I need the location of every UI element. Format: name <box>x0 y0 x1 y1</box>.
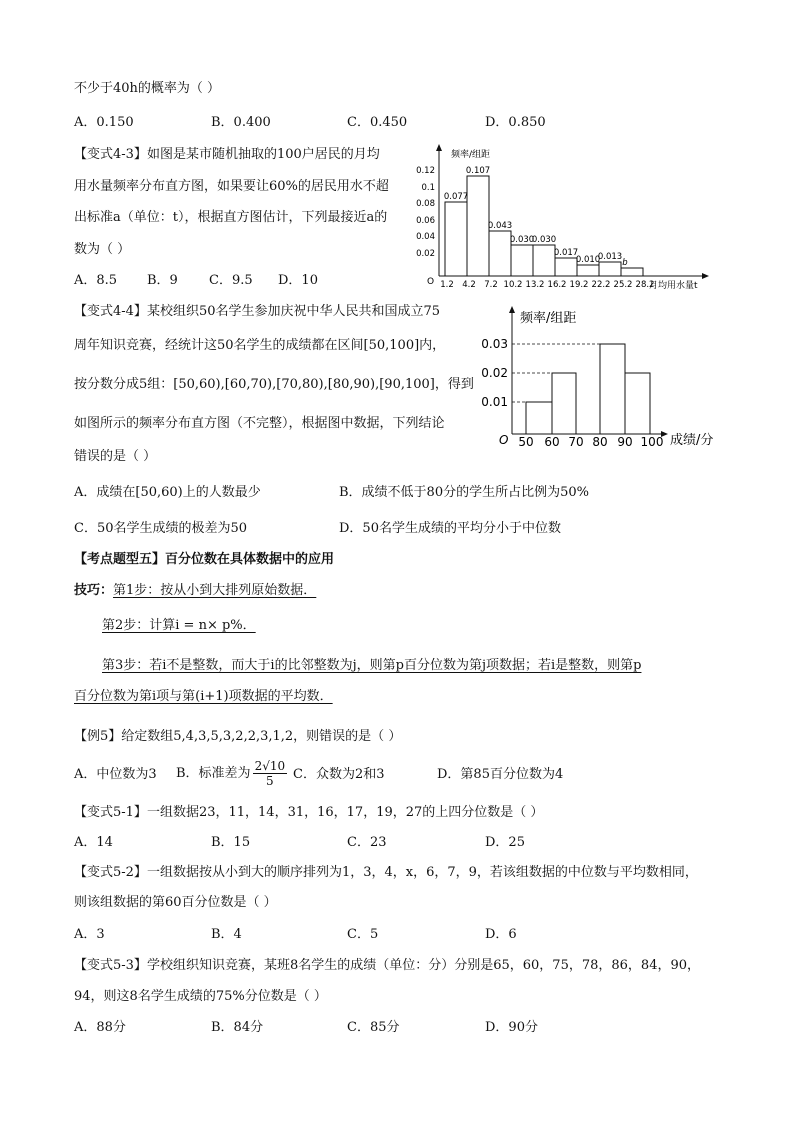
variant-5-3-line-2: 94，则这8名学生成绩的75%分位数是（ ） <box>74 989 327 1004</box>
option-a: A．14 <box>74 835 113 850</box>
y-tick: 0.1 <box>421 183 435 193</box>
y-axis-label: 频率/组距 <box>520 311 577 326</box>
bar-label: 0.030 <box>531 235 557 245</box>
bar <box>599 262 621 276</box>
option-a: A．成绩在[50,60)上的人数最少 <box>74 485 261 500</box>
option-d: D．25 <box>485 835 525 850</box>
variant-4-4-line-2: 周年知识竞赛，经统计这50名学生的成绩都在区间[50,100]内， <box>74 338 446 353</box>
option-c: C．50名学生成绩的极差为50 <box>74 521 248 536</box>
variant-label: 【变式5-1】 <box>74 805 147 820</box>
option-b: B．成绩不低于80分的学生所占比例为50% <box>339 485 589 500</box>
variant-4-3-line-3: 出标准a（单位：t），根据直方图估计，下列最接近a的 <box>74 210 388 225</box>
bar <box>621 268 643 276</box>
variant-label: 【变式4-3】 <box>74 147 147 162</box>
x-tick: 22.2 <box>591 280 611 290</box>
example-label: 【例5】 <box>74 729 122 744</box>
y-tick: 0.02 <box>481 366 508 380</box>
bar <box>555 258 577 276</box>
example-5: 【例5】给定数组5,4,3,5,3,2,2,3,1,2，则错误的是（ ） <box>74 729 402 744</box>
bar <box>445 202 467 276</box>
y-tick: 0.12 <box>416 166 435 176</box>
option-c: C．9.5 <box>209 273 253 288</box>
x-tick: 1.2 <box>440 280 454 290</box>
option-a: A．8.5 <box>74 273 118 288</box>
option-b: B．9 <box>147 273 178 288</box>
option-d: D．6 <box>485 927 517 942</box>
y-tick: 0.08 <box>416 199 435 209</box>
y-tick: 0.04 <box>416 232 435 242</box>
bar <box>489 231 511 276</box>
bar-label: 0.043 <box>487 221 513 231</box>
origin-label: O <box>499 433 509 447</box>
bar <box>600 344 625 434</box>
x-tick: 16.2 <box>547 280 567 290</box>
x-tick: 13.2 <box>525 280 545 290</box>
x-tick: 28.2 <box>635 280 655 290</box>
bar <box>533 245 555 276</box>
option-a: A．3 <box>74 927 105 942</box>
bar <box>467 176 489 276</box>
x-tick: 50 <box>518 435 534 449</box>
option-b: B．15 <box>211 835 251 850</box>
y-tick: 0.06 <box>416 216 435 226</box>
variant-5-3-line-1: 【变式5-3】学校组织知识竞赛，某班8名学生的成绩（单位：分）分别是65，60，75，78，86，84，90， <box>74 958 701 973</box>
bar-label: 0.017 <box>553 248 579 258</box>
y-tick: 0.01 <box>481 395 508 409</box>
y-axis-label: 频率/组距 <box>451 150 491 160</box>
variant-5-2-line-2: 则该组数据的第60百分位数是（ ） <box>74 895 277 910</box>
y-tick: 0.02 <box>416 249 435 259</box>
section-title: 【考点题型五】百分位数在具体数据中的应用 <box>74 552 335 567</box>
question-tail: 不少于40h的概率为（ ） <box>74 81 221 96</box>
option-c: C．85分 <box>347 1020 400 1035</box>
tip-step-2: 第2步：计算i = n× p%． <box>102 618 256 633</box>
option-c: C．5 <box>347 927 379 942</box>
x-axis-label: 成绩/分 <box>670 433 714 448</box>
variant-4-3-line-2: 用水量频率分布直方图，如果要让60%的居民用水不超 <box>74 179 389 194</box>
variant-label: 【变式5-3】 <box>74 958 147 973</box>
x-axis-label: 月均用水量t <box>649 281 698 291</box>
bar-label: 0.013 <box>597 252 623 262</box>
option-c: C．23 <box>347 835 387 850</box>
option-a: A．0.150 <box>74 115 134 130</box>
option-a: A．中位数为3 <box>74 767 157 782</box>
bar-label: 0.030 <box>509 235 535 245</box>
bar <box>625 373 650 434</box>
bar <box>511 245 533 276</box>
bar <box>552 373 576 434</box>
x-tick: 10.2 <box>503 280 523 290</box>
bar <box>526 402 552 434</box>
x-tick: 7.2 <box>484 280 498 290</box>
variant-5-2-line-1: 【变式5-2】一组数据按从小到大的顺序排列为1，3，4，x，6，7，9，若该组数据的中位数与平均数相同， <box>74 865 698 880</box>
option-a: A．88分 <box>74 1020 126 1035</box>
tip-step-3: 第3步：若i不是整数，而大于i的比邻整数为j，则第p百分位数为第j项数据；若i是整数，则第p <box>102 658 642 673</box>
bar-label: 0.077 <box>443 192 469 202</box>
variant-4-4-line-5: 错误的是（ ） <box>74 449 157 464</box>
variant-label: 【变式5-2】 <box>74 865 147 880</box>
x-tick: 90 <box>617 435 633 449</box>
option-c: C．0.450 <box>347 115 408 130</box>
option-b: B．4 <box>211 927 242 942</box>
option-d: D．第85百分位数为4 <box>437 767 564 782</box>
x-tick: 4.2 <box>462 280 476 290</box>
bar <box>577 265 599 276</box>
x-tick: 60 <box>544 435 560 449</box>
x-tick: 80 <box>592 435 608 449</box>
x-tick: 25.2 <box>613 280 633 290</box>
option-d: D．50名学生成绩的平均分小于中位数 <box>339 521 561 536</box>
tip-step-1: 技巧：第1步：按从小到大排列原始数据． <box>74 583 317 598</box>
option-d: D．0.850 <box>485 115 546 130</box>
option-b: B．84分 <box>211 1020 264 1035</box>
option-b: B．标准差为 $\frac{2√10}{5}$ <box>176 759 286 788</box>
variant-4-4-line-1: 【变式4-4】某校组织50名学生参加庆祝中华人民共和国成立75 <box>74 304 441 319</box>
tip-step-3-cont: 百分位数为第i项与第(i+1)项数据的平均数． <box>74 689 333 704</box>
option-b: B．0.400 <box>211 115 271 130</box>
bar-label: 0.010 <box>575 255 601 265</box>
bar-label: 0.107 <box>465 166 491 176</box>
variant-4-4-line-4: 如图所示的频率分布直方图（不完整），根据图中数据，下列结论 <box>74 416 445 431</box>
bar-label: b <box>622 258 628 268</box>
option-d: D．90分 <box>485 1020 538 1035</box>
variant-4-3-line-4: 数为（ ） <box>74 242 131 257</box>
y-tick: 0.03 <box>481 337 508 351</box>
x-tick: 19.2 <box>569 280 589 290</box>
variant-label: 【变式4-4】 <box>74 304 147 319</box>
x-tick: 70 <box>568 435 584 449</box>
score-histogram <box>481 302 724 450</box>
fraction: $\frac{2√10}{5}$ <box>254 759 286 788</box>
option-c: C．众数为2和3 <box>293 767 385 782</box>
tip-label: 技巧： <box>74 583 114 598</box>
variant-5-1: 【变式5-1】一组数据23，11，14，31，16，17，19，27的上四分位数是（ ） <box>74 805 544 820</box>
x-tick: 100 <box>640 435 664 449</box>
option-d: D．10 <box>278 273 318 288</box>
origin-label: O <box>427 277 435 287</box>
variant-4-4-line-3: 按分数分成5组：[50,60),[60,70),[70,80),[80,90),[90,100]，得到 <box>74 377 474 392</box>
variant-4-3-line-1: 【变式4-3】如图是某市随机抽取的100户居民的月均 <box>74 147 380 162</box>
water-usage-histogram <box>415 140 715 290</box>
